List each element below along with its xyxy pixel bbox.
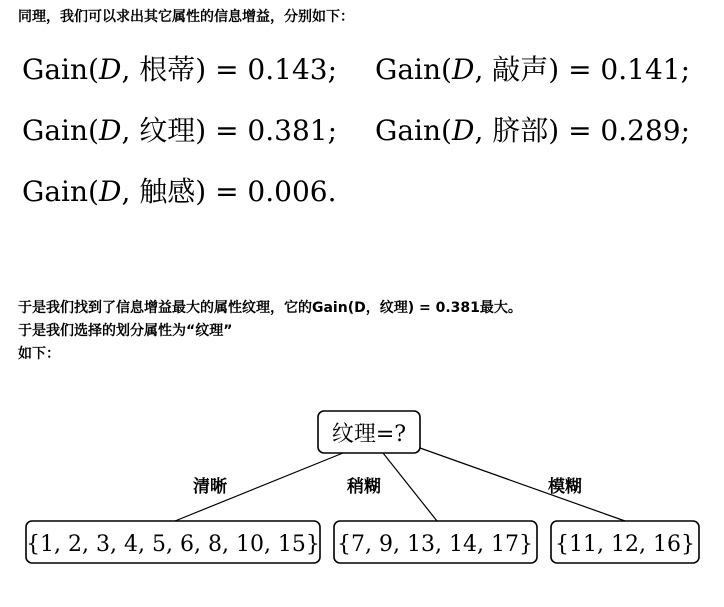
leaf-node-mohu: {11, 12, 16} bbox=[555, 532, 695, 557]
leaf-node-shaohu: {7, 9, 13, 14, 17} bbox=[337, 532, 533, 557]
formula-gain-qibu: Gain(D, 脐部) = 0.289; bbox=[375, 114, 691, 147]
branch-label-qingxi: 清晰 bbox=[193, 477, 227, 497]
decision-tree-diagram bbox=[0, 400, 724, 600]
edge-mohu bbox=[420, 448, 625, 521]
formula-gain-qiaosheng: Gain(D, 敲声) = 0.141; bbox=[375, 53, 691, 86]
conclusion-line-2: 于是我们选择的划分属性为“纹理” bbox=[18, 323, 233, 339]
conclusion-line-3: 如下： bbox=[18, 346, 60, 362]
branch-label-shaohu: 稍糊 bbox=[347, 477, 381, 497]
root-node-label: 纹理=? bbox=[331, 422, 407, 447]
conclusion-line-1: 于是我们找到了信息增益最大的属性纹理，它的Gain(D，纹理) = 0.381最大。 bbox=[18, 300, 522, 316]
branch-label-mohu: 模糊 bbox=[548, 477, 582, 497]
formula-gain-chugan: Gain(D, 触感) = 0.006. bbox=[22, 175, 337, 208]
intro-text: 同理，我们可以求出其它属性的信息增益，分别如下： bbox=[18, 9, 354, 25]
conclusion-text bbox=[18, 297, 522, 366]
formula-gain-wenli: Gain(D, 纹理) = 0.381; bbox=[22, 114, 338, 147]
edge-shaohu bbox=[383, 453, 437, 521]
leaf-node-qingxi: {1, 2, 3, 4, 5, 6, 8, 10, 15} bbox=[26, 532, 320, 557]
formula-gain-gendi: Gain(D, 根蒂) = 0.143; bbox=[22, 53, 338, 86]
